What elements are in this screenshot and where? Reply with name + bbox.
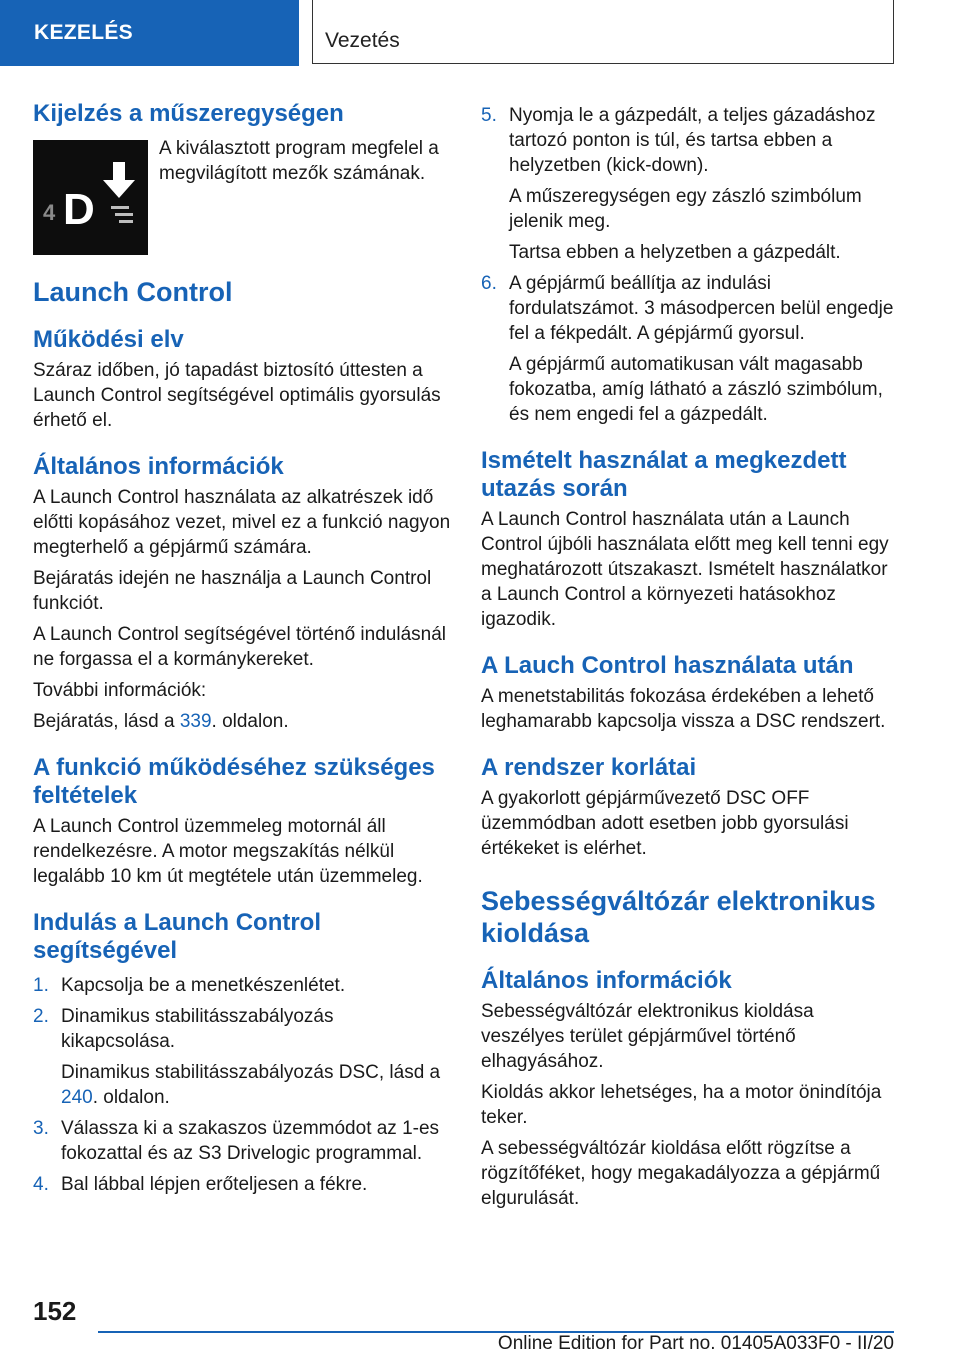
general-heading: Általános információk (33, 453, 284, 480)
page-number: 152 (33, 1296, 77, 1326)
requirements-text: A Launch Control üzemmeleg motornál áll rendelkezésre. A motor megszakítás nélkül legalább 10 km út megtétele után üzemmeleg. (33, 816, 423, 887)
gear-indicator-4d-icon (33, 140, 148, 255)
list-item: 4. Bal lábbal lépjen erőteljesen a fékre. (33, 1174, 368, 1195)
limits-text: A gyakorlott gépjárművezető DSC OFF üzemmódban adott esetben jobb gyorsulási értékeket is elérhet. (481, 788, 849, 859)
page-link-339[interactable]: 339 (179, 711, 212, 732)
lock-general-heading: Általános információk (481, 967, 732, 994)
section-tab: KEZELÉS (0, 0, 299, 66)
after-use-text: A menetstabilitás fokozása érdekében a lehető leghamarabb kapcsolja vissza a DSC rendszert. (481, 686, 886, 732)
lock-paragraph-2: Kioldás akkor lehetséges, ha a motor önindítója teker. (481, 1082, 882, 1128)
lock-paragraph-3: A sebességváltózár kioldása előtt rögzítse a rögzítőféket, hogy megakadályozza a gépjármű elgurulását. (481, 1138, 881, 1209)
after-use-heading: A Lauch Control használata után (481, 652, 854, 679)
list-item: 2. Dinamikus stabilitásszabályozás kikapcsolása. Dinamikus stabilitásszabályozás DSC, lásd a 240. oldalon. (33, 1004, 451, 1110)
page-link-240[interactable]: 240 (61, 1087, 93, 1108)
display-block (33, 136, 451, 252)
step-2-note: Dinamikus stabilitásszabályozás DSC, lásd a 240. oldalon. (61, 1062, 441, 1108)
repeat-heading: Ismételt használat a megkezdett utazás során (481, 447, 847, 502)
repeat-text: A Launch Control használata után a Launch Control újbóli használata előtt meg kell tenni egy meghatározott útszakaszt. Ismételt használatkor a Launch Control a környezeti hatásokhoz igazodik. (481, 509, 889, 630)
requirements-heading: A funkció működéséhez szükséges feltételek (33, 754, 435, 809)
general-paragraph-3: A Launch Control segítségével történő indulásnál ne forgassa el a kormánykereket. (33, 624, 446, 670)
general-reference: Bejáratás, lásd a 339. oldalon. (33, 711, 289, 732)
principle-heading: Működési elv (33, 326, 184, 353)
list-item: 1. Kapcsolja be a menetkészenlétet. (33, 975, 346, 996)
start-steps-list (33, 973, 451, 1197)
lock-paragraph-1: Sebességváltózár elektronikus kioldása veszélyes terület gépjárművel történő elhagyásához. (481, 1001, 814, 1072)
svg-text:4: 4 (43, 200, 56, 225)
list-item: 3. Válassza ki a szakaszos üzemmódot az 1-es fokozattal és az S3 Drivelogic programmal. (33, 1118, 440, 1164)
list-item: 6. A gépjármű beállítja az indulási fordulatszámot. 3 másodpercen belül engedje fel a fékpedált. A gépjármű gyorsul. A gépjármű automatikusan vált magasabb fokozatba, amíg látható a zászló szimbólum, és nem engedi fel a gázpedált. (481, 273, 894, 425)
continued-steps-list (481, 103, 895, 427)
limits-heading: A rendszer korlátai (481, 754, 697, 781)
left-column (33, 100, 451, 1197)
gear-lock-title: Sebességváltózár elektronikus kioldása (481, 886, 876, 948)
edition-footer: Online Edition for Part no. 01405A033F0 - II/20 (497, 1333, 894, 1354)
general-paragraph-1: A Launch Control használata az alkatrészek idő előtti kopásához vezet, mivel ez a funkció nagyon megterhelő a gépjármű számára. (33, 487, 451, 558)
display-description: A kiválasztott program megfelel a megvilágított mezők számának. (159, 138, 439, 184)
page-header (0, 0, 960, 66)
chapter-title: Vezetés (312, 0, 894, 64)
display-heading: Kijelzés a műszeregységen (33, 100, 344, 127)
right-column (481, 103, 895, 1211)
launch-control-title: Launch Control (33, 277, 233, 307)
general-paragraph-4: További információk: (33, 680, 207, 701)
svg-text:D: D (63, 185, 95, 234)
list-item: 5. Nyomja le a gázpedált, a teljes gázadáshoz tartozó ponton is túl, és tartsa ebben a helyzetben (kick-down). A műszeregységen egy zászló szimbólum jelenik meg. Tartsa ebben a helyzetben a gázpedált. (481, 105, 876, 263)
general-paragraph-2: Bejáratás idején ne használja a Launch Control funkciót. (33, 568, 432, 614)
start-heading: Indulás a Launch Control segítségével (33, 909, 322, 964)
principle-text: Száraz időben, jó tapadást biztosító úttesten a Launch Control segítségével optimális gyorsulás érhető el. (33, 360, 441, 431)
